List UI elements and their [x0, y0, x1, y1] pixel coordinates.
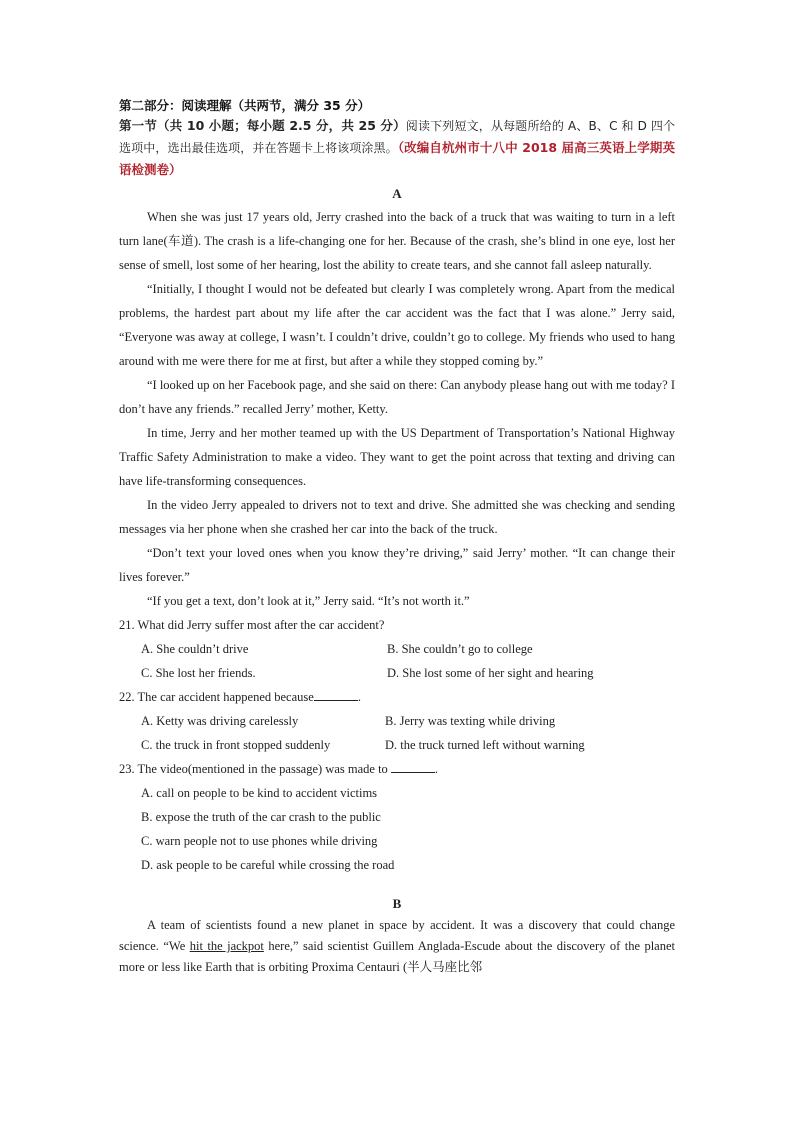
- question-stem-end: .: [357, 690, 361, 704]
- option-b: B. She couldn’t go to college: [387, 642, 533, 656]
- section-label: 第一节（共 10 小题；每小题 2.5 分，共 25 分）: [119, 118, 406, 133]
- passage-b-title: B: [392, 896, 402, 911]
- passage-a-paragraph: “Don’t text your loved ones when you know they’re driving,” said Jerry’ mother. “It can change their lives forever.”: [119, 546, 675, 584]
- underlined-phrase: hit the jackpot: [189, 939, 264, 953]
- question-stem-text: 22. The car accident happened because: [119, 690, 314, 704]
- option-c: C. She lost her friends.: [141, 666, 256, 680]
- passage-a-paragraph: “I looked up on her Facebook page, and she said on there: Can anybody please hang out with me today? I don’t have any friends.” recalled Jerry’ mother, Ketty.: [119, 378, 675, 416]
- answer-blank: [314, 688, 358, 701]
- section-intro: [119, 115, 675, 181]
- question-stem: 21. What did Jerry suffer most after the car accident?: [119, 618, 385, 632]
- option-c: C. warn people not to use phones while driving: [141, 834, 378, 848]
- passage-a-paragraph: In the video Jerry appealed to drivers not to text and drive. She admitted she was checking and sending messages via her phone when she crashed her car into the back of the truck.: [119, 498, 675, 536]
- question-stem-text: 23. The video(mentioned in the passage) was made to: [119, 762, 388, 776]
- option-c: C. the truck in front stopped suddenly: [141, 738, 331, 752]
- source-note: （改编自杭州市十八中 2018 届高三英语上学期英语检测卷）: [119, 140, 675, 177]
- option-a: A. Ketty was driving carelessly: [141, 714, 299, 728]
- option-b: B. Jerry was texting while driving: [385, 714, 556, 728]
- option-row: [119, 733, 675, 757]
- instructions: 阅读下列短文，从每题所给的 A、B、C 和 D 四个选项中，选出最佳选项，并在答题卡上将该项涂黑。: [119, 119, 675, 155]
- question-stem: [119, 757, 675, 781]
- passage-a-title: A: [392, 186, 402, 201]
- option-d: D. the truck turned left without warning: [385, 738, 585, 752]
- answer-blank: [391, 760, 435, 773]
- option-row: [119, 661, 675, 685]
- passage-a-paragraph: In time, Jerry and her mother teamed up with the US Department of Transportation’s National Highway Traffic Safety Administration to make a video. They want to get the point across that texting and driving can have life-transforming consequences.: [119, 426, 675, 488]
- question-stem-end: .: [434, 762, 439, 776]
- passage-b-text: A team of scientists found a new planet in space by accident. It was a discovery that could change science. “We: [119, 918, 675, 953]
- passage-a-paragraph: When she was just 17 years old, Jerry crashed into the back of a truck that was waiting to turn in a left turn lane(车道). The crash is a life-changing one for her. Because of the crash, she’s blind in one eye, lost her sense of smell, lost some of her hearing, lost the ability to create tears, and she cannot fall asleep naturally.: [119, 210, 675, 272]
- question-stem: [119, 685, 675, 709]
- passage-a-paragraph: “Initially, I thought I would not be defeated but clearly I was completely wrong. Apart from the medical problems, the hardest part about my life after the car accident was the fact that I was alone.” Jerry said, “Everyone was away at college, I wasn’t. I couldn’t drive, couldn’t go to college. My friends who used to hang around with me were there for me at first, but after a while they stopped coming by.”: [119, 282, 675, 368]
- passage-b-paragraph: [119, 915, 675, 978]
- option-a: A. She couldn’t drive: [141, 642, 249, 656]
- option-row: [119, 709, 675, 733]
- option-a: A. call on people to be kind to accident victims: [141, 786, 378, 800]
- option-b: B. expose the truth of the car crash to the public: [141, 810, 381, 824]
- exam-page: [119, 96, 675, 978]
- part-title: 第二部分：阅读理解（共两节，满分 35 分）: [119, 98, 371, 113]
- option-d: D. She lost some of her sight and hearing: [387, 666, 594, 680]
- spacer: [119, 877, 675, 891]
- passage-b-text: here,” said scientist Guillem Anglada-Escude about the discovery of the planet more or less like Earth that is orbiting Proxima Centauri (半人马座比邻: [119, 939, 675, 974]
- option-row: [119, 637, 675, 661]
- option-d: D. ask people to be careful while crossing the road: [141, 858, 395, 872]
- passage-a-paragraph: “If you get a text, don’t look at it,” Jerry said. “It’s not worth it.”: [147, 594, 470, 608]
